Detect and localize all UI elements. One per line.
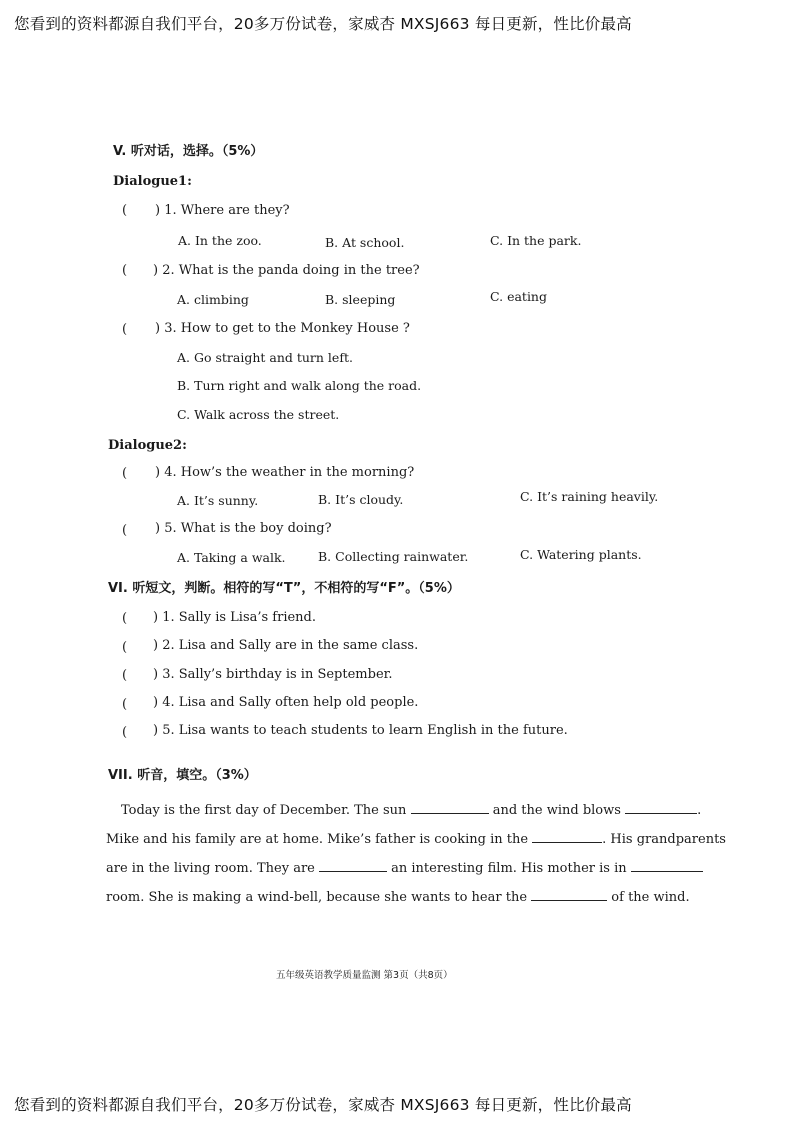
question-text: ) 4. How’s the weather in the morning? <box>155 465 415 480</box>
fill-blank[interactable] <box>319 858 387 872</box>
cloze-line-2 <box>106 829 726 847</box>
fill-blank[interactable] <box>532 829 602 843</box>
option-a: A. Taking a walk. <box>177 550 286 565</box>
cloze-text: Today is the first day of December. The sun <box>121 803 407 818</box>
answer-paren: ( <box>122 466 128 481</box>
cloze-text: are in the living room. They are <box>106 861 315 876</box>
option-c: C. It’s raining heavily. <box>520 489 659 504</box>
answer-paren: ( <box>122 668 128 683</box>
answer-paren: ( <box>122 263 128 278</box>
question-text: ) 5. What is the boy doing? <box>155 521 332 536</box>
question-row <box>122 203 127 218</box>
option-b: B. It’s cloudy. <box>318 492 404 507</box>
judge-item: ) 5. Lisa wants to teach students to learn English in the future. <box>153 723 568 738</box>
option-a: A. climbing <box>177 292 249 307</box>
cloze-text: Mike and his family are at home. Mike’s father is cooking in the <box>106 832 529 847</box>
cloze-text: . <box>697 803 702 818</box>
bottom-banner: 您看到的资料都源自我们平台，20多万份试卷，家威杏 MXSJ663 每日更新，性比价最高 <box>14 1096 632 1114</box>
option-b: B. Turn right and walk along the road. <box>177 378 422 393</box>
answer-paren: ( <box>122 203 128 218</box>
question-text: ) 2. What is the panda doing in the tree? <box>153 263 420 278</box>
answer-paren: ( <box>122 725 128 740</box>
cloze-line-4 <box>106 887 690 905</box>
question-text: ) 3. How to get to the Monkey House ? <box>155 321 410 336</box>
cloze-text: of the wind. <box>611 890 690 905</box>
section-7-title: VII. 听音，填空。（3%） <box>108 768 257 783</box>
top-banner: 您看到的资料都源自我们平台，20多万份试卷，家威杏 MXSJ663 每日更新，性比价最高 <box>14 15 632 33</box>
cloze-text: . His grandparents <box>602 832 726 847</box>
option-c: C. eating <box>490 289 547 304</box>
section-6-title: VI. 听短文，判断。相符的写“T”，不相符的写“F”。（5%） <box>108 581 460 596</box>
option-a: A. In the zoo. <box>178 233 262 248</box>
cloze-text: and the wind blows <box>492 803 621 818</box>
question-text: ) 1. Where are they? <box>155 203 290 218</box>
option-a: A. It’s sunny. <box>177 493 259 508</box>
option-b: B. At school. <box>325 235 405 250</box>
answer-paren: ( <box>122 640 128 655</box>
judge-item: ) 2. Lisa and Sally are in the same class. <box>153 638 419 653</box>
fill-blank[interactable] <box>625 800 697 814</box>
answer-paren: ( <box>122 697 128 712</box>
option-a: A. Go straight and turn left. <box>177 350 353 365</box>
answer-paren: ( <box>122 322 128 337</box>
dialogue2-label: Dialogue2: <box>108 438 187 453</box>
option-b: B. Collecting rainwater. <box>318 549 469 564</box>
cloze-text: room. She is making a wind-bell, because she wants to hear the <box>106 890 528 905</box>
dialogue1-label: Dialogue1: <box>113 174 192 189</box>
option-c: C. Walk across the street. <box>177 407 340 422</box>
cloze-text: an interesting film. His mother is in <box>391 861 627 876</box>
judge-item: ) 4. Lisa and Sally often help old people. <box>153 695 419 710</box>
judge-item: ) 3. Sally’s birthday is in September. <box>153 667 393 682</box>
page-footer: 五年级英语教学质量监测 第3页（共8页） <box>276 970 453 981</box>
option-c: C. In the park. <box>490 233 582 248</box>
fill-blank[interactable] <box>631 858 703 872</box>
cloze-line-1 <box>121 800 701 818</box>
fill-blank[interactable] <box>531 887 607 901</box>
answer-paren: ( <box>122 523 128 538</box>
fill-blank[interactable] <box>411 800 489 814</box>
option-c: C. Watering plants. <box>520 547 642 562</box>
section-5-title: V. 听对话，选择。（5%） <box>113 144 264 159</box>
judge-item: ) 1. Sally is Lisa’s friend. <box>153 610 317 625</box>
cloze-line-3 <box>106 858 703 876</box>
option-b: B. sleeping <box>325 292 396 307</box>
answer-paren: ( <box>122 611 128 626</box>
